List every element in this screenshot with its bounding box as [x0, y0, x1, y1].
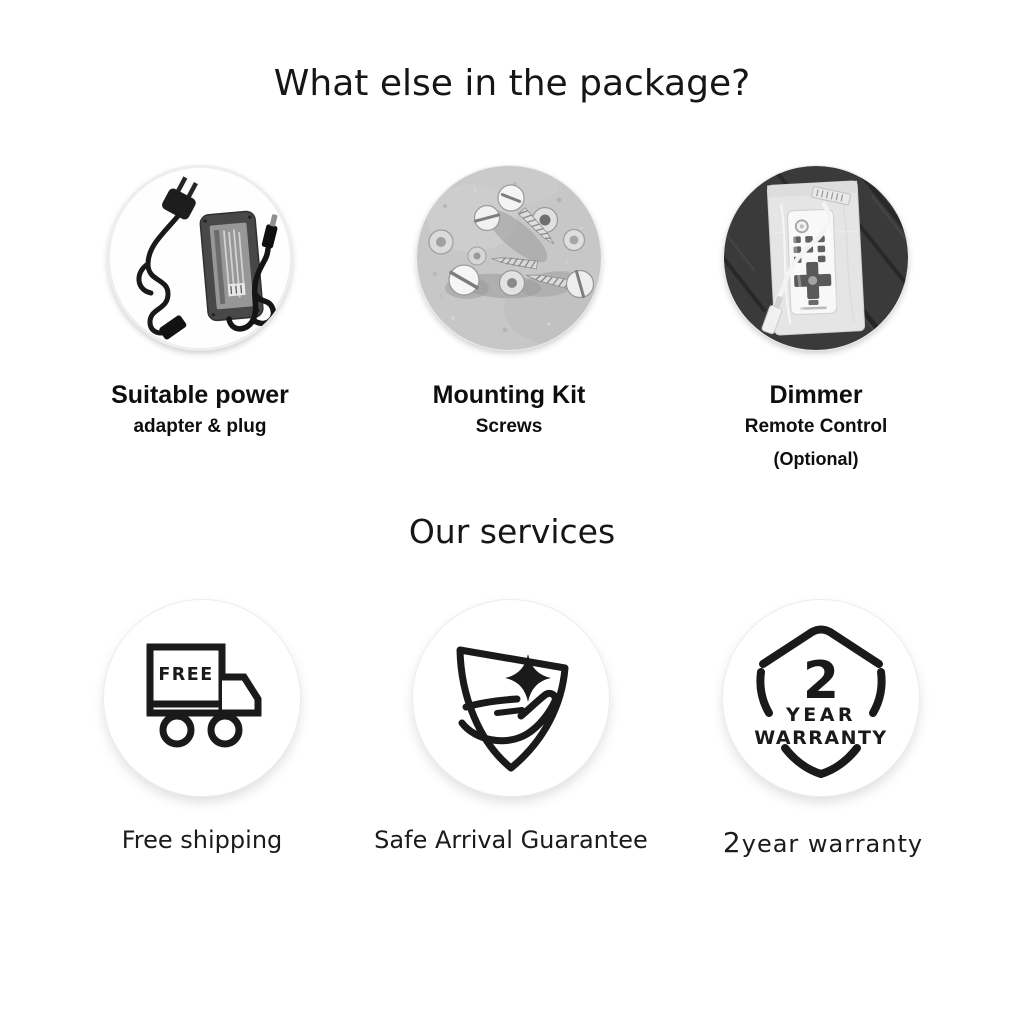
package-item-subtitle: adapter & plug [133, 416, 267, 437]
free-shipping-badge [104, 600, 300, 796]
truck-cab [222, 677, 258, 713]
safe-arrival-shield-icon [413, 600, 609, 796]
package-item-title: Suitable power [111, 381, 289, 409]
warranty-shield-icon [723, 600, 919, 796]
package-item-label-mounting [349, 380, 669, 439]
package-item-title: Dimmer [769, 381, 863, 409]
service-label-warranty [653, 826, 993, 859]
mounting-screws-photo [417, 166, 601, 350]
bag-sheen [767, 181, 865, 336]
package-item-label-dimmer [656, 380, 976, 470]
service-label-warranty-number: 2 [722, 826, 742, 859]
remote-illustration [724, 166, 908, 350]
truck-wheel-right [211, 716, 239, 744]
power-adapter-illustration [108, 166, 292, 350]
safe-arrival-badge [413, 600, 609, 796]
dimmer-remote-photo [724, 166, 908, 350]
package-item-label-power [40, 380, 360, 439]
package-item-title: Mounting Kit [432, 381, 586, 409]
screws-illustration [417, 166, 601, 350]
free-shipping-truck-icon [104, 600, 300, 796]
service-label-warranty-text: year warranty [741, 830, 924, 858]
package-item-note: (Optional) [773, 449, 859, 469]
service-label-safe-arrival: Safe Arrival Guarantee [374, 826, 648, 854]
warranty-year-text: YEAR [785, 704, 857, 726]
warranty-number: 2 [802, 651, 840, 711]
package-item-subtitle: Remote Control [744, 416, 888, 437]
warranty-warranty-text: WARRANTY [754, 727, 888, 749]
truck-free-text: FREE [158, 665, 214, 685]
package-item-subtitle: Screws [475, 416, 543, 437]
power-adapter-photo [108, 166, 292, 350]
services-section-title: Our services [408, 512, 616, 551]
warranty-badge [723, 600, 919, 796]
package-section-title: What else in the package? [273, 63, 751, 104]
truck-wheel-left [163, 716, 191, 744]
service-label-free-shipping: Free shipping [121, 826, 283, 854]
